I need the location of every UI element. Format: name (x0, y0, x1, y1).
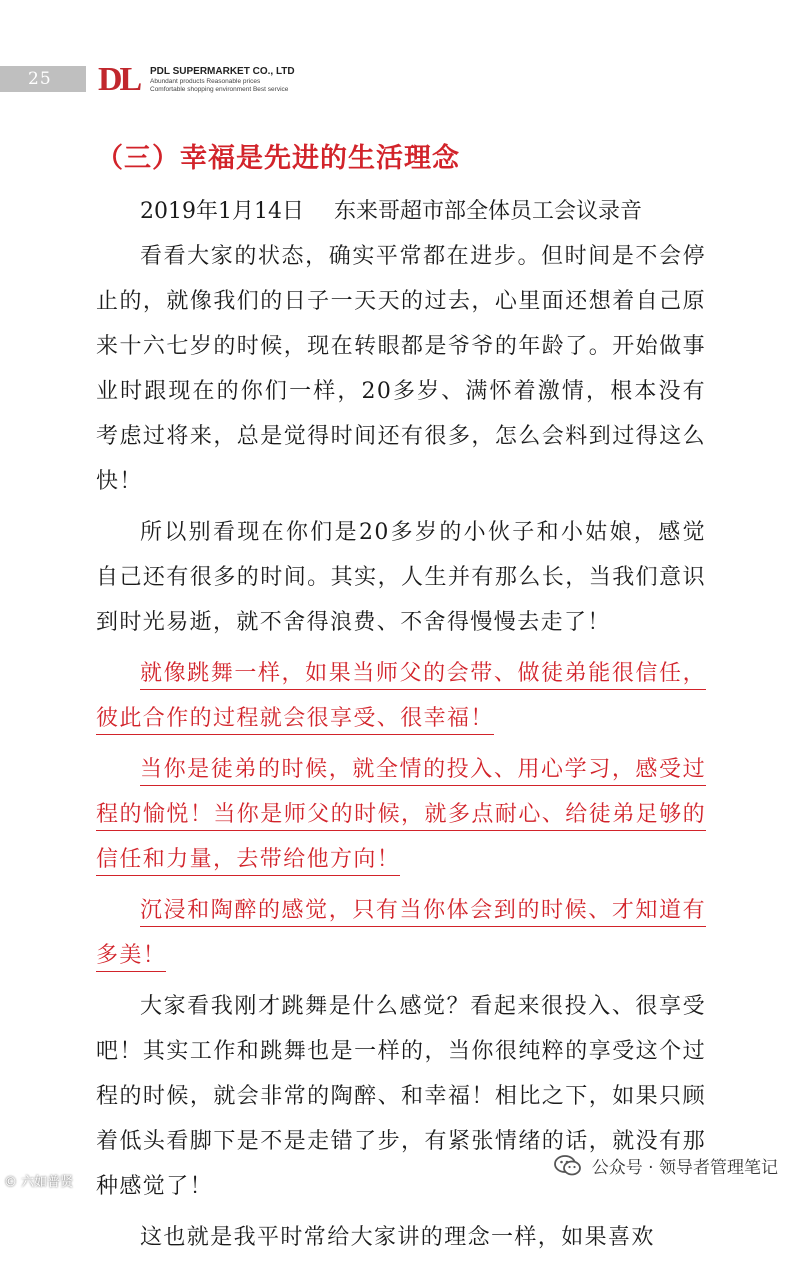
company-name: PDL SUPERMARKET CO., LTD (150, 66, 295, 77)
meeting-date: 2019年1月14日 (140, 199, 304, 224)
paragraph-7: 这也就是我平时常给大家讲的理念一样，如果喜欢 (140, 1225, 655, 1250)
highlight-paragraph-3 (96, 888, 706, 978)
company-info (150, 66, 310, 94)
company-tagline-1: Abundant products Reasonable prices (150, 78, 261, 85)
wechat-watermark (554, 1153, 778, 1178)
paragraph-1: 看看大家的状态，确实平常都在进步。但时间是不会停止的，就像我们的日子一天天的过去，心里面还想着自己原来十六七岁的时候，现在转眼都是爷爷的年龄了。开始做事业时跟现在的你们一样，20多岁、满怀着激情，根本没有考虑过将来，总是觉得时间还有很多，怎么会料到过得这么快！ (96, 244, 706, 494)
article-body (96, 190, 706, 1266)
page-number-bar (0, 66, 86, 92)
paragraph-6: 大家看我刚才跳舞是什么感觉？看起来很投入、很享受吧！其实工作和跳舞也是一样的，当你很纯粹的享受这个过程的时候，就会非常的陶醉、和幸福！相比之下，如果只顾着低头看脚下是不是走错了步，有紧张情绪的话，就没有那种感觉了！ (96, 994, 706, 1199)
section-title: （三）幸福是先进的生活理念 (96, 143, 460, 174)
meeting-title: 东来哥超市部全体员工会议录音 (333, 199, 642, 224)
highlight-text-3: 沉浸和陶醉的感觉，只有当你体会到的时候、才知道有多美！ (96, 898, 706, 972)
highlight-text-1: 就像跳舞一样，如果当师父的会带、做徒弟能很信任，彼此合作的过程就会很享受、很幸福！ (96, 661, 706, 735)
page-number: 25 (28, 69, 52, 89)
page-header (0, 61, 800, 98)
paragraph-2: 所以别看现在你们是20多岁的小伙子和小姑娘，感觉自己还有很多的时间。其实，人生并有那么长，当我们意识到时光易逝，就不舍得浪费、不舍得慢慢去走了！ (96, 520, 706, 635)
date-line (96, 190, 706, 234)
company-logo: DL (98, 61, 140, 98)
highlight-paragraph-1 (96, 651, 706, 741)
highlight-paragraph-2 (96, 747, 706, 882)
company-tagline-2: Comfortable shopping environment Best service (150, 86, 289, 93)
wechat-label: 公众号 · 领导者管理笔记 (591, 1158, 778, 1178)
wechat-icon (554, 1154, 582, 1178)
watermark-left: © 六如普贤 (4, 1175, 74, 1190)
highlight-text-2: 当你是徒弟的时候，就全情的投入、用心学习，感受过程的愉悦！当你是师父的时候，就多点耐心、给徒弟足够的信任和力量，去带给他方向！ (96, 757, 706, 876)
